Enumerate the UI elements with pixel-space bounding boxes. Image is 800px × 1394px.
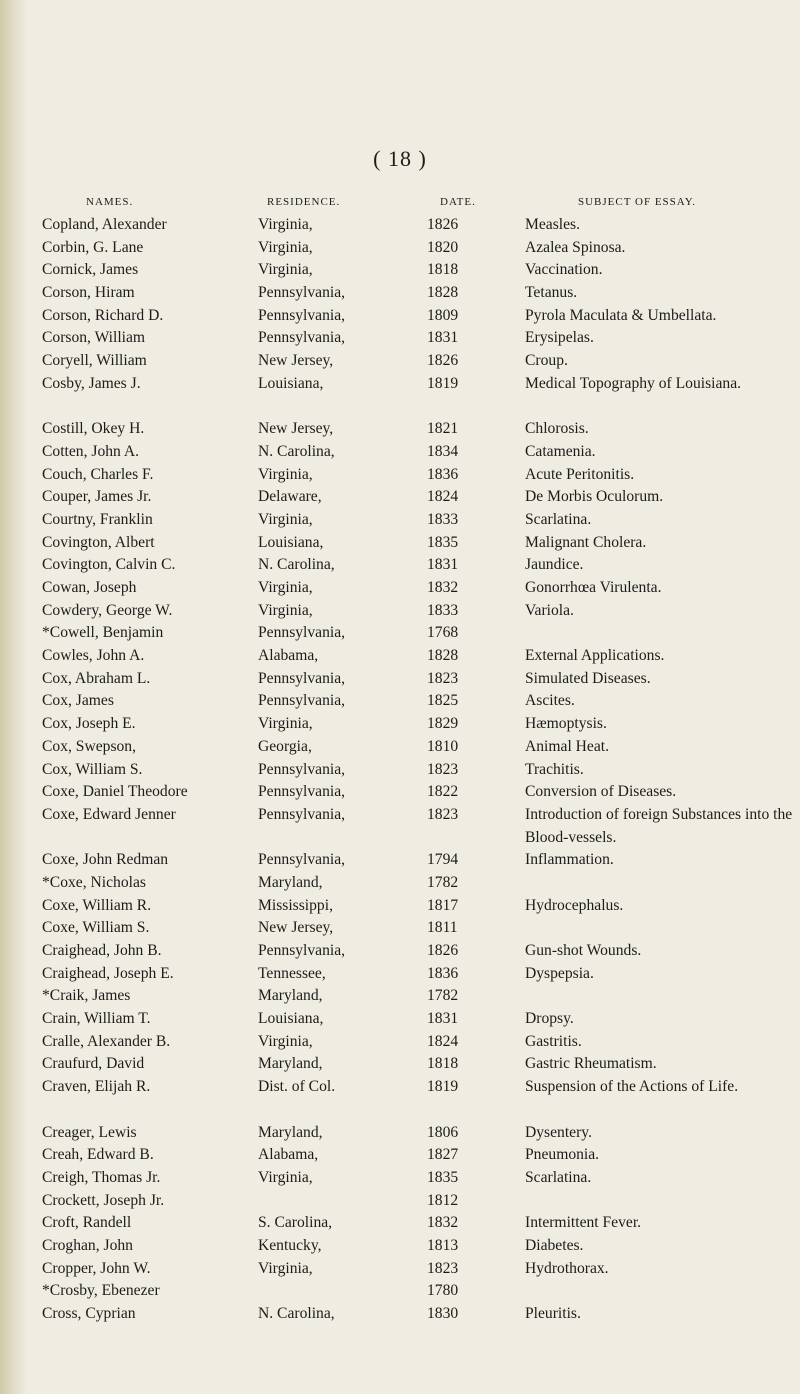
row-name: Couper, James Jr. bbox=[42, 488, 152, 506]
row-name: Cosby, James J. bbox=[42, 374, 141, 392]
row-name: Corson, Richard D. bbox=[42, 306, 164, 324]
row-name: Craven, Elijah R. bbox=[42, 1078, 151, 1096]
register-table bbox=[0, 212, 800, 1324]
row-subject: Gonorrhœa Virulenta. bbox=[525, 579, 662, 597]
row-residence: Virginia, bbox=[258, 1259, 313, 1277]
row-subject: Ascites. bbox=[525, 692, 575, 710]
table-row bbox=[0, 757, 800, 780]
header-date: DATE. bbox=[440, 196, 476, 208]
row-subject: Intermittent Fever. bbox=[525, 1214, 642, 1232]
table-row bbox=[0, 1142, 800, 1165]
row-subject: Dropsy. bbox=[525, 1010, 574, 1028]
row-date: 1832 bbox=[427, 1214, 459, 1232]
row-residence: Pennsylvania, bbox=[258, 306, 346, 324]
row-date: 1824 bbox=[427, 488, 459, 506]
header-subject: SUBJECT OF ESSAY. bbox=[578, 196, 696, 208]
row-residence: Virginia, bbox=[258, 715, 313, 733]
table-row bbox=[0, 280, 800, 303]
row-date: 1831 bbox=[427, 556, 459, 574]
table-row bbox=[0, 462, 800, 485]
row-name: Coxe, William S. bbox=[42, 919, 150, 937]
row-date: 1820 bbox=[427, 238, 459, 256]
row-date: 1811 bbox=[427, 919, 458, 937]
row-name: Cornick, James bbox=[42, 261, 139, 279]
row-subject: Scarlatina. bbox=[525, 510, 592, 528]
row-residence: Pennsylvania, bbox=[258, 760, 346, 778]
row-residence: Mississippi, bbox=[258, 896, 333, 914]
row-date: 1835 bbox=[427, 533, 459, 551]
table-row bbox=[0, 938, 800, 961]
row-name: Cox, Joseph E. bbox=[42, 715, 136, 733]
row-subject: Gastric Rheumatism. bbox=[525, 1055, 657, 1073]
row-subject: Measles. bbox=[525, 216, 580, 233]
row-name: Cowan, Joseph bbox=[42, 579, 137, 597]
row-name: *Cowell, Benjamin bbox=[42, 624, 164, 642]
row-residence: Pennsylvania, bbox=[258, 783, 346, 801]
row-date: 1794 bbox=[427, 851, 459, 869]
table-row bbox=[0, 257, 800, 280]
table-row bbox=[0, 484, 800, 507]
table-row bbox=[0, 303, 800, 326]
table-row bbox=[0, 530, 800, 553]
row-subject: Erysipelas. bbox=[525, 329, 594, 347]
row-date: 1831 bbox=[427, 329, 459, 347]
row-residence: New Jersey, bbox=[258, 352, 334, 370]
table-row bbox=[0, 348, 800, 371]
row-subject: Hæmoptysis. bbox=[525, 715, 607, 733]
row-subject: Hydrocephalus. bbox=[525, 896, 624, 914]
table-row bbox=[0, 1120, 800, 1143]
row-residence: Pennsylvania, bbox=[258, 805, 346, 823]
row-residence: Virginia, bbox=[258, 510, 313, 528]
row-residence: Alabama, bbox=[258, 1146, 319, 1164]
table-row bbox=[0, 1074, 800, 1119]
row-residence: Delaware, bbox=[258, 488, 322, 506]
row-subject: Dysentery. bbox=[525, 1123, 592, 1141]
row-subject: Inflammation. bbox=[525, 851, 614, 869]
row-date: 1782 bbox=[427, 987, 459, 1005]
row-residence: Virginia, bbox=[258, 465, 313, 483]
row-name: Coxe, Edward Jenner bbox=[42, 805, 176, 823]
row-residence: Virginia, bbox=[258, 601, 313, 619]
header-names: NAMES. bbox=[86, 196, 134, 208]
row-date: 1810 bbox=[427, 737, 459, 755]
row-residence: Alabama, bbox=[258, 647, 319, 665]
row-date: 1833 bbox=[427, 601, 459, 619]
row-name: Cralle, Alexander B. bbox=[42, 1032, 171, 1050]
column-headers bbox=[0, 196, 800, 212]
row-residence: Pennsylvania, bbox=[258, 329, 346, 347]
row-name: Cowles, John A. bbox=[42, 647, 145, 665]
row-residence: Louisiana, bbox=[258, 1010, 324, 1028]
row-name: Cox, Swepson, bbox=[42, 737, 137, 755]
row-name: Cross, Cyprian bbox=[42, 1305, 136, 1323]
table-row bbox=[0, 575, 800, 598]
row-date: 1812 bbox=[427, 1191, 459, 1209]
table-row bbox=[0, 325, 800, 348]
row-date: 1823 bbox=[427, 669, 459, 687]
table-row bbox=[0, 1301, 800, 1324]
row-subject: Simulated Diseases. bbox=[525, 669, 651, 687]
table-row bbox=[0, 1051, 800, 1074]
row-residence: Virginia, bbox=[258, 1032, 313, 1050]
row-residence: Pennsylvania, bbox=[258, 692, 346, 710]
row-residence: Pennsylvania, bbox=[258, 624, 346, 642]
row-date: 1828 bbox=[427, 647, 459, 665]
table-row bbox=[0, 734, 800, 757]
row-subject: Dyspepsia. bbox=[525, 964, 594, 982]
row-date: 1819 bbox=[427, 1078, 459, 1096]
row-subject: Diabetes. bbox=[525, 1236, 584, 1254]
row-subject: Variola. bbox=[525, 601, 574, 619]
row-residence: Virginia, bbox=[258, 579, 313, 597]
row-residence: Virginia, bbox=[258, 238, 313, 256]
row-residence: Tennessee, bbox=[258, 964, 326, 982]
row-subject: Conversion of Diseases. bbox=[525, 783, 677, 801]
row-subject: Malignant Cholera. bbox=[525, 533, 647, 551]
table-row bbox=[0, 1029, 800, 1052]
row-date: 1831 bbox=[427, 1010, 459, 1028]
row-residence: Louisiana, bbox=[258, 374, 324, 392]
row-name: *Crosby, Ebenezer bbox=[42, 1282, 160, 1300]
row-residence: Kentucky, bbox=[258, 1236, 322, 1254]
row-subject: Animal Heat. bbox=[525, 737, 610, 755]
row-residence: New Jersey, bbox=[258, 919, 334, 937]
row-name: Craighead, John B. bbox=[42, 942, 162, 960]
row-residence: Pennsylvania, bbox=[258, 284, 346, 302]
row-residence: Pennsylvania, bbox=[258, 942, 346, 960]
row-name: Cropper, John W. bbox=[42, 1259, 151, 1277]
row-residence: Maryland, bbox=[258, 987, 323, 1005]
row-subject: Catamenia. bbox=[525, 442, 596, 460]
row-subject: De Morbis Oculorum. bbox=[525, 488, 664, 506]
row-date: 1823 bbox=[427, 805, 459, 823]
table-row bbox=[0, 961, 800, 984]
table-row bbox=[0, 620, 800, 643]
row-name: Craufurd, David bbox=[42, 1055, 145, 1073]
row-residence: Dist. of Col. bbox=[258, 1078, 336, 1096]
row-name: Courtny, Franklin bbox=[42, 510, 153, 528]
row-name: *Coxe, Nicholas bbox=[42, 873, 146, 891]
table-row bbox=[0, 802, 800, 847]
row-name: Cox, William S. bbox=[42, 760, 143, 778]
row-residence: Pennsylvania, bbox=[258, 669, 346, 687]
row-date: 1829 bbox=[427, 715, 459, 733]
row-name: Cotten, John A. bbox=[42, 442, 140, 460]
table-row bbox=[0, 983, 800, 1006]
table-row bbox=[0, 1188, 800, 1211]
row-date: 1832 bbox=[427, 579, 459, 597]
row-name: Creah, Edward B. bbox=[42, 1146, 154, 1164]
row-date: 1823 bbox=[427, 760, 459, 778]
row-date: 1836 bbox=[427, 465, 459, 483]
row-subject: External Applications. bbox=[525, 647, 665, 665]
row-residence: Pennsylvania, bbox=[258, 851, 346, 869]
row-date: 1827 bbox=[427, 1146, 459, 1164]
header-residence: RESIDENCE. bbox=[267, 196, 341, 208]
row-date: 1806 bbox=[427, 1123, 459, 1141]
row-name: Couch, Charles F. bbox=[42, 465, 154, 483]
row-subject: Pneumonia. bbox=[525, 1146, 600, 1164]
row-residence: N. Carolina, bbox=[258, 442, 335, 460]
table-row bbox=[0, 371, 800, 416]
row-date: 1836 bbox=[427, 964, 459, 982]
row-subject: Trachitis. bbox=[525, 760, 584, 778]
row-subject: Pyrola Maculata & Umbellata. bbox=[525, 306, 717, 324]
row-name: Covington, Calvin C. bbox=[42, 556, 176, 574]
row-date: 1830 bbox=[427, 1305, 459, 1323]
row-name: Cox, James bbox=[42, 692, 114, 710]
row-name: Copland, Alexander bbox=[42, 216, 167, 233]
row-date: 1821 bbox=[427, 420, 459, 438]
table-row bbox=[0, 598, 800, 621]
table-row bbox=[0, 893, 800, 916]
row-name: *Craik, James bbox=[42, 987, 131, 1005]
row-subject: Croup. bbox=[525, 352, 568, 370]
row-date: 1824 bbox=[427, 1032, 459, 1050]
row-date: 1825 bbox=[427, 692, 459, 710]
table-row bbox=[0, 1165, 800, 1188]
row-subject: Suspension of the Actions of Life. bbox=[525, 1078, 739, 1096]
row-name: Croft, Randell bbox=[42, 1214, 132, 1232]
table-row bbox=[0, 666, 800, 689]
row-name: Craighead, Joseph E. bbox=[42, 964, 174, 982]
row-date: 1828 bbox=[427, 284, 459, 302]
table-row bbox=[0, 1233, 800, 1256]
table-row bbox=[0, 1006, 800, 1029]
row-residence: S. Carolina, bbox=[258, 1214, 333, 1232]
table-row bbox=[0, 416, 800, 439]
row-subject: Gastritis. bbox=[525, 1032, 582, 1050]
table-row bbox=[0, 870, 800, 893]
row-date: 1809 bbox=[427, 306, 459, 324]
row-date: 1780 bbox=[427, 1282, 459, 1300]
row-name: Crain, William T. bbox=[42, 1010, 151, 1028]
row-residence: Virginia, bbox=[258, 216, 313, 233]
table-row bbox=[0, 847, 800, 870]
row-name: Cox, Abraham L. bbox=[42, 669, 151, 687]
table-row bbox=[0, 1256, 800, 1279]
row-name: Coxe, Daniel Theodore bbox=[42, 783, 188, 801]
row-residence: Louisiana, bbox=[258, 533, 324, 551]
row-date: 1813 bbox=[427, 1236, 459, 1254]
row-date: 1768 bbox=[427, 624, 459, 642]
row-subject: Medical Topography of Louisiana. bbox=[525, 374, 742, 392]
row-residence: Virginia, bbox=[258, 1168, 313, 1186]
table-row bbox=[0, 688, 800, 711]
row-name: Corson, William bbox=[42, 329, 146, 347]
row-subject: Jaundice. bbox=[525, 556, 584, 574]
row-name: Crockett, Joseph Jr. bbox=[42, 1191, 165, 1209]
row-residence: N. Carolina, bbox=[258, 1305, 335, 1323]
table-row bbox=[0, 212, 800, 235]
row-name: Croghan, John bbox=[42, 1236, 133, 1254]
row-subject: Azalea Spinosa. bbox=[525, 238, 626, 256]
row-date: 1782 bbox=[427, 873, 459, 891]
row-date: 1834 bbox=[427, 442, 459, 460]
row-subject: Hydrothorax. bbox=[525, 1259, 609, 1277]
table-row bbox=[0, 439, 800, 462]
row-residence: Maryland, bbox=[258, 1123, 323, 1141]
row-name: Coxe, John Redman bbox=[42, 851, 169, 869]
row-subject: Gun-shot Wounds. bbox=[525, 942, 642, 960]
row-date: 1826 bbox=[427, 352, 459, 370]
row-residence: Georgia, bbox=[258, 737, 312, 755]
row-name: Creigh, Thomas Jr. bbox=[42, 1168, 161, 1186]
table-row bbox=[0, 779, 800, 802]
row-residence: Maryland, bbox=[258, 873, 323, 891]
row-subject: Chlorosis. bbox=[525, 420, 589, 438]
row-residence: New Jersey, bbox=[258, 420, 334, 438]
row-name: Cowdery, George W. bbox=[42, 601, 173, 619]
row-name: Creager, Lewis bbox=[42, 1123, 137, 1141]
row-subject: Introduction of foreign Substances into the Blood-vessels. bbox=[525, 805, 793, 846]
row-date: 1822 bbox=[427, 783, 459, 801]
table-row bbox=[0, 507, 800, 530]
row-name: Corbin, G. Lane bbox=[42, 238, 144, 256]
row-subject: Scarlatina. bbox=[525, 1168, 592, 1186]
row-date: 1818 bbox=[427, 1055, 459, 1073]
row-date: 1826 bbox=[427, 216, 459, 233]
row-residence: Maryland, bbox=[258, 1055, 323, 1073]
row-date: 1819 bbox=[427, 374, 459, 392]
row-residence: N. Carolina, bbox=[258, 556, 335, 574]
row-date: 1835 bbox=[427, 1168, 459, 1186]
row-name: Costill, Okey H. bbox=[42, 420, 145, 438]
row-date: 1823 bbox=[427, 1259, 459, 1277]
row-name: Corson, Hiram bbox=[42, 284, 135, 302]
row-date: 1818 bbox=[427, 261, 459, 279]
table-row bbox=[0, 643, 800, 666]
row-residence: Virginia, bbox=[258, 261, 313, 279]
table-row bbox=[0, 711, 800, 734]
row-name: Covington, Albert bbox=[42, 533, 155, 551]
table-row bbox=[0, 552, 800, 575]
row-subject: Vaccination. bbox=[525, 261, 603, 279]
row-name: Coxe, William R. bbox=[42, 896, 152, 914]
table-row bbox=[0, 915, 800, 938]
table-row bbox=[0, 1210, 800, 1233]
row-subject: Acute Peritonitis. bbox=[525, 465, 635, 483]
page-number: ( 18 ) bbox=[373, 146, 427, 171]
row-subject: Pleuritis. bbox=[525, 1305, 581, 1323]
table-row bbox=[0, 1278, 800, 1301]
row-date: 1833 bbox=[427, 510, 459, 528]
row-name: Coryell, William bbox=[42, 352, 147, 370]
row-subject: Tetanus. bbox=[525, 284, 578, 302]
row-date: 1817 bbox=[427, 896, 459, 914]
table-row bbox=[0, 235, 800, 258]
row-date: 1826 bbox=[427, 942, 459, 960]
